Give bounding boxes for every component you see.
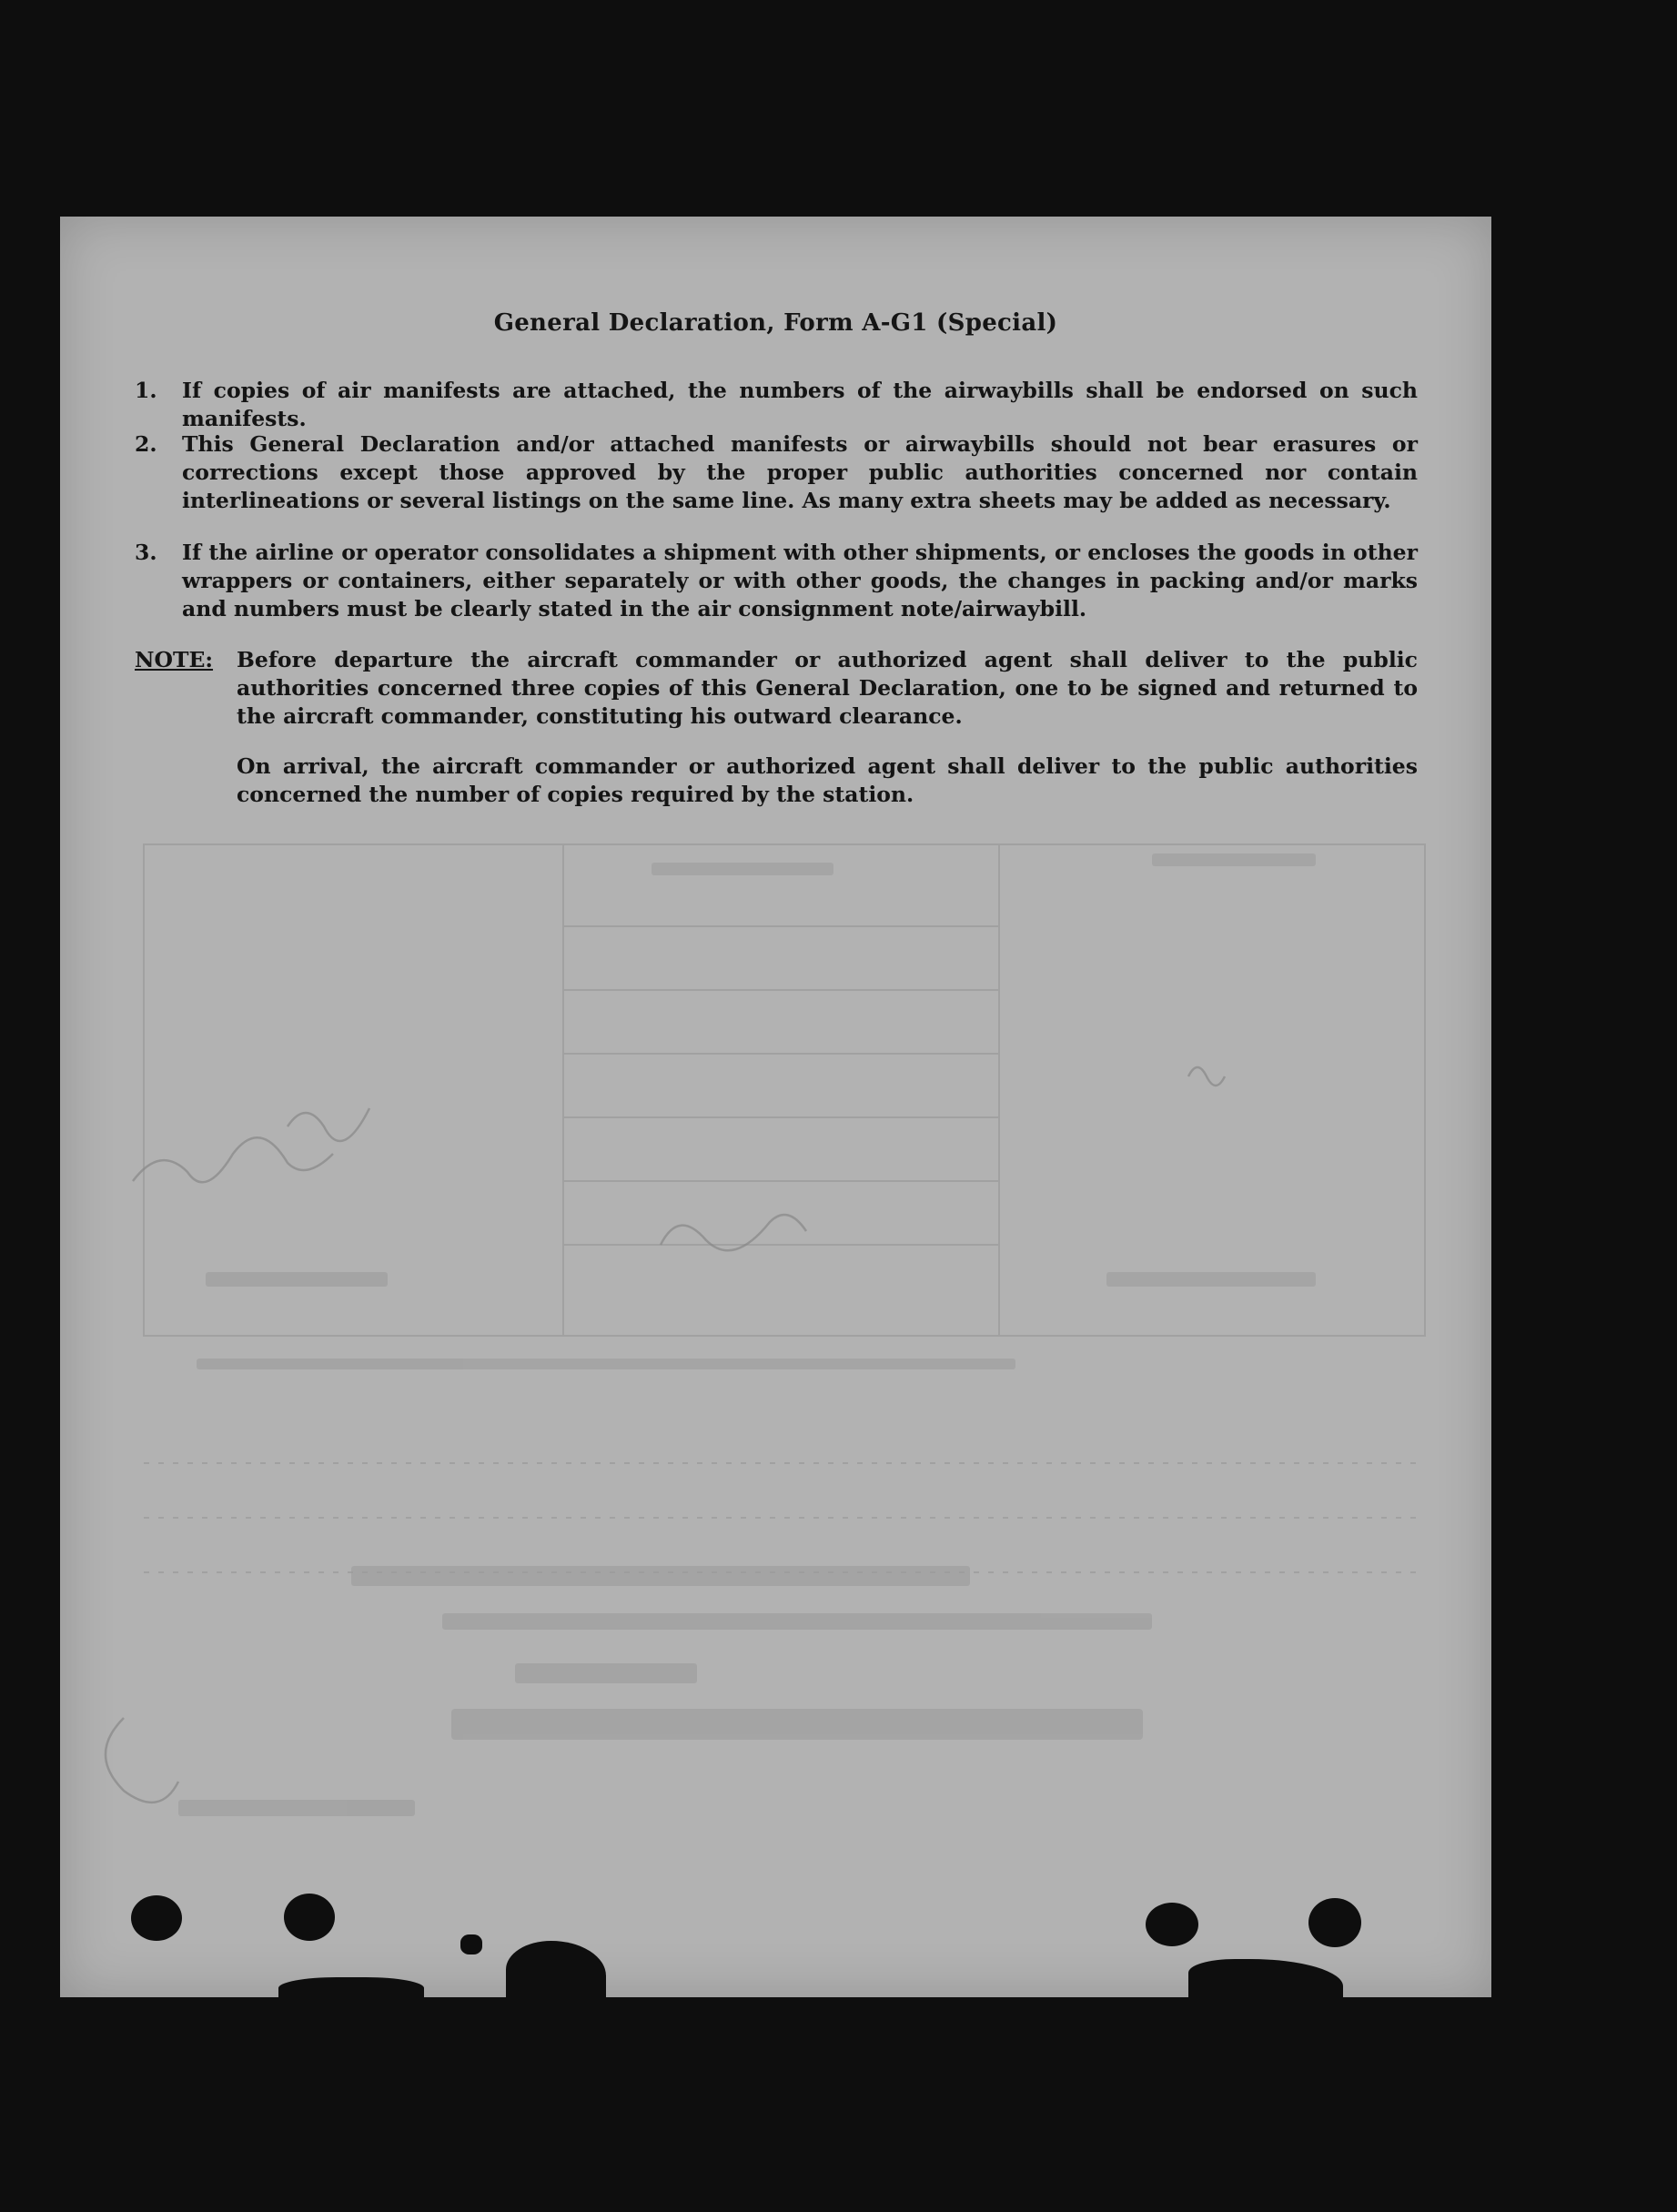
note-text: Before departure the aircraft commander or authorized agent shall deliver to the public authorities concerned three copies of this General Declaration, one to be signed and returned to the aircraft commander, constituting his outward clearance. (237, 647, 1418, 729)
document-page (60, 217, 1491, 1997)
item-text: If copies of air manifests are attached, the numbers of the airwaybills shall be endorsed on such manifests. (182, 378, 1418, 431)
arrival-note-text: On arrival, the aircraft commander or authorized agent shall deliver to the public authorities concerned the number of copies required by the station. (237, 753, 1418, 807)
note-block (135, 646, 1418, 731)
item-number: 2. (135, 431, 157, 457)
instruction-item-2 (135, 430, 1418, 515)
punch-hole (1146, 1903, 1198, 1946)
torn-edge (506, 1941, 606, 1997)
item-text: If the airline or operator consolidates a shipment with other shipments, or encloses the goods in other wrappers or containers, either separately or with other goods, the changes in packing and/or marks and numbers must be clearly stated in the air consignment note/airwaybill. (182, 540, 1418, 621)
punch-hole (131, 1895, 182, 1941)
punch-hole (1308, 1898, 1361, 1947)
punch-hole (284, 1894, 335, 1941)
torn-edge (278, 1977, 424, 1997)
torn-edge (460, 1934, 482, 1954)
instruction-item-3 (135, 539, 1418, 623)
item-number: 1. (135, 378, 157, 403)
item-number: 3. (135, 540, 157, 565)
item-text: This General Declaration and/or attached manifests or airwaybills should not bear erasures or corrections except those approved by the proper public authorities concerned nor contain interlineations or several listings on the same line. As many extra sheets may be added as necessary. (182, 431, 1418, 513)
torn-edge (1188, 1959, 1343, 1997)
instruction-item-1 (135, 377, 1418, 433)
note-label: NOTE: (135, 647, 214, 672)
document-title: General Declaration, Form A-G1 (Special) (493, 309, 1058, 337)
